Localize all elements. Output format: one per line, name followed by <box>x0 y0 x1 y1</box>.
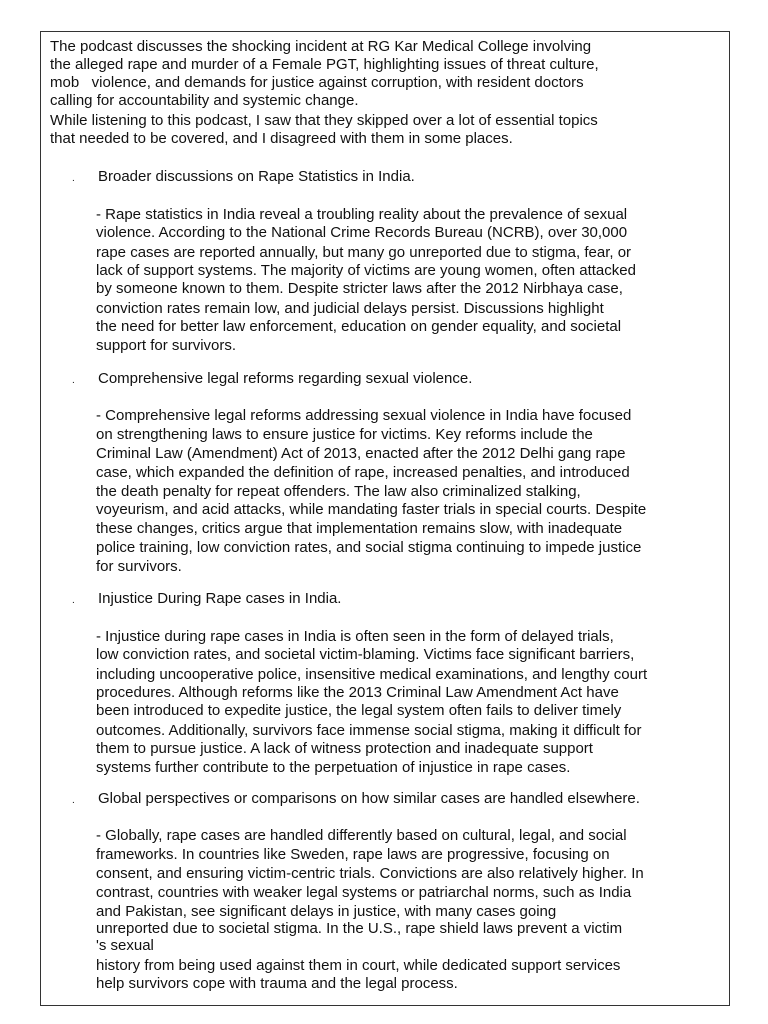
intro-line: the alleged rape and murder of a Female PGT, highlighting issues of threat culture, <box>50 56 599 73</box>
section-body-line: for survivors. <box>96 558 182 575</box>
section-body-line: frameworks. In countries like Sweden, rape laws are progressive, focusing on <box>96 846 610 863</box>
intro-line: calling for accountability and systemic change. <box>50 92 359 109</box>
section-body-line: including uncooperative police, insensitive medical examinations, and lengthy court <box>96 666 648 683</box>
section-body-line: Criminal Law (Amendment) Act of 2013, enacted after the 2012 Delhi gang rape <box>96 445 626 462</box>
section-body-line: support for survivors. <box>96 337 237 354</box>
bullet-marker: . <box>72 795 75 806</box>
bullet-marker: . <box>72 173 75 184</box>
section-body-line: low conviction rates, and societal victim-blaming. Victims face significant barriers, <box>96 646 635 663</box>
section-heading: Injustice During Rape cases in India. <box>98 590 342 607</box>
section-body-line: contrast, countries with weaker legal systems or patriarchal norms, such as India <box>96 884 632 901</box>
intro-line: While listening to this podcast, I saw that they skipped over a lot of essential topics <box>50 112 598 129</box>
section-body-line: them to pursue justice. A lack of witness protection and inadequate support <box>96 740 593 757</box>
section-body-line: - Rape statistics in India reveal a troubling reality about the prevalence of sexual <box>96 206 628 223</box>
section-body-line: systems further contribute to the perpetuation of injustice in rape cases. <box>96 759 571 776</box>
section-body-line: and Pakistan, see significant delays in justice, with many cases going <box>96 903 557 920</box>
section-body-line: - Comprehensive legal reforms addressing sexual violence in India have focused <box>96 407 632 424</box>
section-body-line: police training, low conviction rates, and social stigma continuing to impede justice <box>96 539 642 556</box>
section-body-line: - Injustice during rape cases in India is often seen in the form of delayed trials, <box>96 628 614 645</box>
intro-line: The podcast discusses the shocking incident at RG Kar Medical College involving <box>50 38 592 55</box>
section-heading: Global perspectives or comparisons on how similar cases are handled elsewhere. <box>98 790 640 807</box>
section-body-line: voyeurism, and acid attacks, while mandating faster trials in special courts. Despite <box>96 501 647 518</box>
section-body-line: the need for better law enforcement, education on gender equality, and societal <box>96 318 622 335</box>
section-body-line: outcomes. Additionally, survivors face immense social stigma, making it difficult for <box>96 722 642 739</box>
section-body-line: rape cases are reported annually, but many go unreported due to stigma, fear, or <box>96 244 632 261</box>
bullet-marker: . <box>72 595 75 606</box>
section-body-line: violence. According to the National Crime Records Bureau (NCRB), over 30,000 <box>96 224 628 241</box>
section-body-line: on strengthening laws to ensure justice for victims. Key reforms include the <box>96 426 593 443</box>
section-body-line: unreported due to societal stigma. In the U.S., rape shield laws prevent a victim <box>96 920 623 937</box>
section-body-line: 's sexual <box>96 937 154 954</box>
section-body-line: history from being used against them in court, while dedicated support services <box>96 957 621 974</box>
bullet-marker: . <box>72 375 75 386</box>
intro-line: that needed to be covered, and I disagreed with them in some places. <box>50 130 513 147</box>
section-body-line: been introduced to expedite justice, the legal system often fails to deliver timely <box>96 702 622 719</box>
section-body-line: the death penalty for repeat offenders. The law also criminalized stalking, <box>96 483 581 500</box>
section-body-line: help survivors cope with trauma and the legal process. <box>96 975 458 992</box>
section-body-line: conviction rates remain low, and judicial delays persist. Discussions highlight <box>96 300 604 317</box>
section-body-line: procedures. Although reforms like the 2013 Criminal Law Amendment Act have <box>96 684 619 701</box>
intro-line: mob violence, and demands for justice against corruption, with resident doctors <box>50 74 584 91</box>
section-body-line: consent, and ensuring victim-centric trials. Convictions are also relatively higher. In <box>96 865 644 882</box>
section-body-line: lack of support systems. The majority of victims are young women, often attacked <box>96 262 636 279</box>
section-heading: Comprehensive legal reforms regarding sexual violence. <box>98 370 473 387</box>
section-heading: Broader discussions on Rape Statistics in India. <box>98 168 415 185</box>
section-body-line: these changes, critics argue that implementation remains slow, with inadequate <box>96 520 623 537</box>
section-body-line: by someone known to them. Despite stricter laws after the 2012 Nirbhaya case, <box>96 280 623 297</box>
section-body-line: - Globally, rape cases are handled differently based on cultural, legal, and social <box>96 827 627 844</box>
section-body-line: case, which expanded the definition of rape, increased penalties, and introduced <box>96 464 630 481</box>
